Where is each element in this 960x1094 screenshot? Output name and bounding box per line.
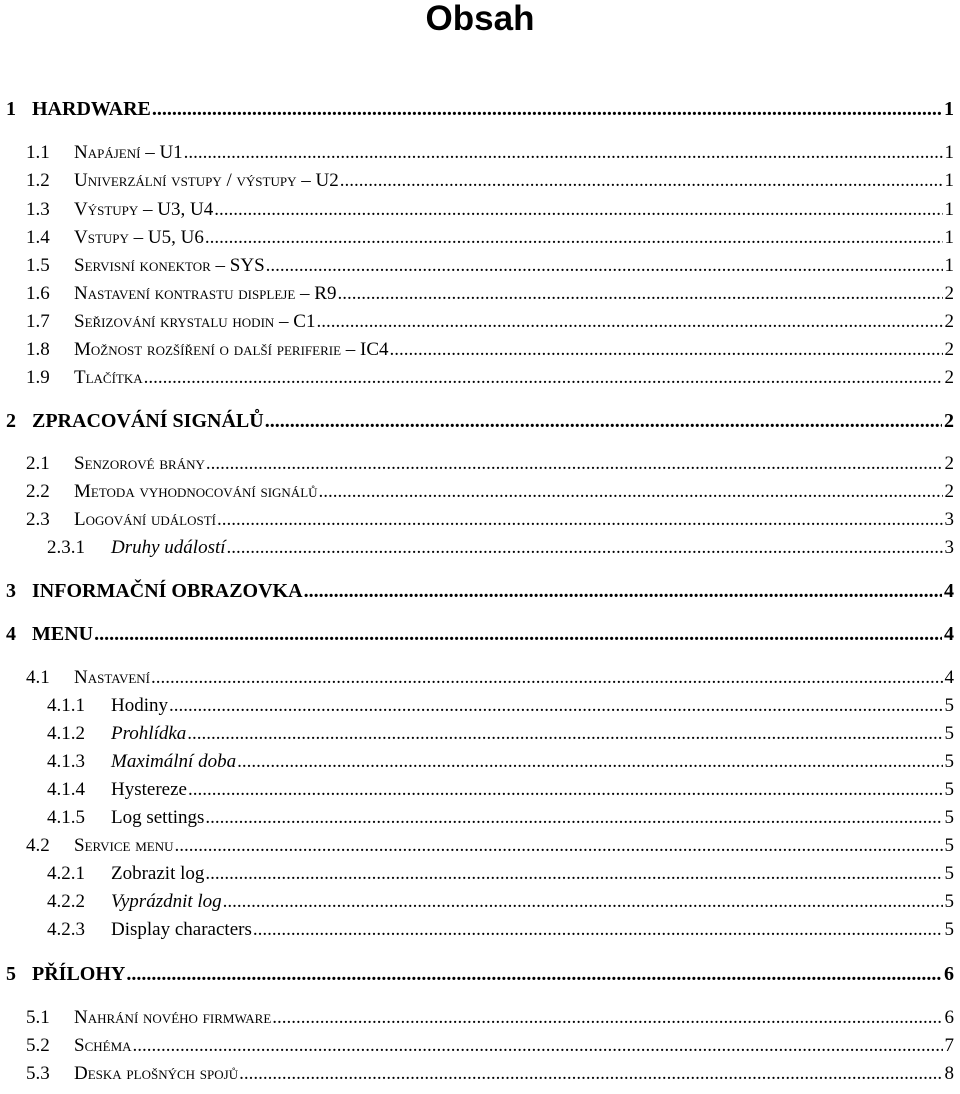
toc-entry-title: HARDWARE <box>32 98 151 120</box>
toc-entry[interactable] <box>26 366 954 390</box>
toc-entry-title: Možnost rozšíření o další periferie – IC4 <box>74 339 389 360</box>
toc-entry-page: 5 <box>944 863 954 884</box>
toc-dot-leader <box>152 97 942 121</box>
toc-entry-title: Log settings <box>111 807 205 828</box>
toc-entry-page: 3 <box>944 509 954 530</box>
toc-dot-leader <box>205 806 942 830</box>
toc-entry-page: 5 <box>944 891 954 912</box>
toc-entry-number: 2.1 <box>26 453 50 474</box>
toc-entry[interactable] <box>6 97 954 121</box>
toc-entry[interactable] <box>26 508 954 532</box>
toc-entry-number: 4.1 <box>26 667 50 688</box>
toc-entry-title: Maximální doba <box>111 751 237 772</box>
toc-entry-page: 4 <box>944 580 954 602</box>
toc-entry-page: 2 <box>944 283 954 304</box>
toc-entry-number: 4.2.3 <box>47 919 85 940</box>
toc-entry-page: 2 <box>944 339 954 360</box>
toc-entry-title: Vyprázdnit log <box>111 891 222 912</box>
toc-entry-page: 5 <box>944 751 954 772</box>
toc-entry-page: 5 <box>944 723 954 744</box>
toc-entry-title: Tlačítka <box>74 367 143 388</box>
toc-entry-title: Hodiny <box>111 695 168 716</box>
toc-entry-number: 4.2.2 <box>47 891 85 912</box>
toc-entry-page: 7 <box>944 1035 954 1056</box>
toc-entry[interactable] <box>26 254 954 278</box>
toc-dot-leader <box>217 508 942 532</box>
toc-entry-title: Prohlídka <box>111 723 187 744</box>
toc-entry[interactable] <box>6 409 954 433</box>
toc-entry-number: 4.2.1 <box>47 863 85 884</box>
toc-dot-leader <box>205 862 942 886</box>
toc-entry[interactable] <box>26 169 954 193</box>
toc-entry[interactable] <box>47 862 954 886</box>
toc-entry-title: Schéma <box>74 1035 132 1056</box>
toc-dot-leader <box>337 282 942 306</box>
toc-entry-page: 2 <box>944 453 954 474</box>
toc-entry[interactable] <box>26 141 954 165</box>
toc-entry-title: Senzorové brány <box>74 453 205 474</box>
toc-entry-number: 5.1 <box>26 1007 50 1028</box>
toc-entry[interactable] <box>47 536 954 560</box>
toc-entry-number: 5.2 <box>26 1035 50 1056</box>
toc-entry-number: 4.1.3 <box>47 751 85 772</box>
toc-dot-leader <box>316 310 942 334</box>
toc-entry[interactable] <box>26 226 954 250</box>
toc-entry-page: 5 <box>944 807 954 828</box>
toc-dot-leader <box>94 622 942 646</box>
toc-entry[interactable] <box>47 918 954 942</box>
toc-entry-page: 1 <box>944 255 954 276</box>
toc-dot-leader <box>227 536 943 560</box>
toc-entry-title: Nahrání nového firmware <box>74 1007 272 1028</box>
toc-entry-page: 1 <box>944 170 954 191</box>
toc-dot-leader <box>151 666 943 690</box>
toc-entry-title: Seřizování krystalu hodin – C1 <box>74 311 316 332</box>
toc-entry-number: 1 <box>6 98 16 120</box>
toc-entry-page: 1 <box>944 98 954 120</box>
toc-entry[interactable] <box>47 778 954 802</box>
toc-dot-leader <box>144 366 943 390</box>
toc-entry-number: 4.2 <box>26 835 50 856</box>
toc-dot-leader <box>319 480 943 504</box>
toc-entry[interactable] <box>26 310 954 334</box>
toc-entry[interactable] <box>6 579 954 603</box>
toc-entry-page: 1 <box>944 227 954 248</box>
toc-entry-number: 2 <box>6 410 16 432</box>
toc-dot-leader <box>126 962 942 986</box>
toc-entry-title: Univerzální vstupy / výstupy – U2 <box>74 170 339 191</box>
toc-entry-number: 4.1.2 <box>47 723 85 744</box>
toc-dot-leader <box>133 1034 943 1058</box>
toc-entry-page: 8 <box>944 1063 954 1084</box>
toc-dot-leader <box>214 198 942 222</box>
toc-entry-title: ZPRACOVÁNÍ SIGNÁLŮ <box>32 410 264 432</box>
toc-entry-title: MENU <box>32 623 94 645</box>
toc-entry-title: Logování událostí <box>74 509 217 530</box>
toc-entry-number: 5.3 <box>26 1063 50 1084</box>
toc-entry[interactable] <box>26 452 954 476</box>
toc-entry-page: 1 <box>944 142 954 163</box>
toc-entry-number: 1.4 <box>26 227 50 248</box>
toc-entry[interactable] <box>6 622 954 646</box>
toc-entry-page: 2 <box>944 311 954 332</box>
toc-entry-page: 4 <box>944 623 954 645</box>
toc-entry-number: 2.3.1 <box>47 537 85 558</box>
toc-entry[interactable] <box>6 962 954 986</box>
toc-dot-leader <box>169 694 943 718</box>
toc-entry-number: 4.1.5 <box>47 807 85 828</box>
toc-entry-number: 1.3 <box>26 199 50 220</box>
toc-dot-leader <box>187 722 942 746</box>
toc-dot-leader <box>390 338 943 362</box>
toc-entry-title: Zobrazit log <box>111 863 205 884</box>
page-title: Obsah <box>425 0 535 38</box>
toc-entry-title: Hystereze <box>111 779 187 800</box>
toc-entry-number: 1.2 <box>26 170 50 191</box>
toc-entry[interactable] <box>26 282 954 306</box>
toc-entry-number: 2.2 <box>26 481 50 502</box>
toc-entry-page: 5 <box>944 919 954 940</box>
toc-entry-number: 3 <box>6 580 16 602</box>
toc-entry[interactable] <box>26 834 954 858</box>
toc-entry-number: 1.6 <box>26 283 50 304</box>
toc-dot-leader <box>237 750 942 774</box>
toc-entry-title: Servisní konektor – SYS <box>74 255 265 276</box>
toc-entry-title: Druhy událostí <box>111 537 226 558</box>
toc-entry-title: Display characters <box>111 919 252 940</box>
toc-entry-number: 1.8 <box>26 339 50 360</box>
toc-entry-number: 1.5 <box>26 255 50 276</box>
toc-entry-page: 2 <box>944 367 954 388</box>
toc-entry-page: 5 <box>944 835 954 856</box>
toc-dot-leader <box>340 169 943 193</box>
toc-entry-number: 5 <box>6 963 16 985</box>
toc-entry-page: 6 <box>944 963 954 985</box>
toc-entry-page: 3 <box>944 537 954 558</box>
toc-dot-leader <box>304 579 942 603</box>
toc-entry-number: 4 <box>6 623 16 645</box>
toc-entry[interactable] <box>47 694 954 718</box>
toc-entry-title: Metoda vyhodnocování signálů <box>74 481 318 502</box>
toc-entry[interactable] <box>26 480 954 504</box>
toc-entry-page: 4 <box>944 667 954 688</box>
toc-entry-title: Vstupy – U5, U6 <box>74 227 204 248</box>
toc-entry-number: 1.9 <box>26 367 50 388</box>
toc-entry-page: 5 <box>944 695 954 716</box>
toc-entry[interactable] <box>26 198 954 222</box>
toc-dot-leader <box>206 452 943 476</box>
toc-dot-leader <box>184 141 943 165</box>
toc-entry-number: 1.7 <box>26 311 50 332</box>
toc-entry-number: 4.1.1 <box>47 695 85 716</box>
toc-dot-leader <box>265 409 942 433</box>
toc-entry-title: Výstupy – U3, U4 <box>74 199 214 220</box>
toc-dot-leader <box>272 1006 942 1030</box>
toc-entry[interactable] <box>26 666 954 690</box>
toc-entry-number: 4.1.4 <box>47 779 85 800</box>
toc-entry[interactable] <box>26 338 954 362</box>
toc-entry-title: Deska plošných spojů <box>74 1063 239 1084</box>
toc-entry-page: 6 <box>944 1007 954 1028</box>
toc-entry[interactable] <box>26 1006 954 1030</box>
toc-dot-leader <box>175 834 943 858</box>
toc-dot-leader <box>223 890 943 914</box>
toc-entry-title: Nastavení kontrastu displeje – R9 <box>74 283 337 304</box>
toc-entry-title: INFORMAČNÍ OBRAZOVKA <box>32 580 303 602</box>
toc-entry[interactable] <box>47 722 954 746</box>
toc-dot-leader <box>239 1062 942 1086</box>
toc-entry[interactable] <box>47 890 954 914</box>
toc-dot-leader <box>266 254 943 278</box>
toc-entry-page: 1 <box>944 199 954 220</box>
toc-entry[interactable] <box>47 806 954 830</box>
toc-entry-title: Napájení – U1 <box>74 142 183 163</box>
toc-entry-title: Service menu <box>74 835 174 856</box>
toc-dot-leader <box>253 918 943 942</box>
toc-entry-page: 2 <box>944 481 954 502</box>
toc-entry-number: 2.3 <box>26 509 50 530</box>
toc-entry-title: Nastavení <box>74 667 150 688</box>
toc-entry-title: PŘÍLOHY <box>32 963 126 985</box>
toc-entry-number: 1.1 <box>26 142 50 163</box>
toc-entry-page: 2 <box>944 410 954 432</box>
toc-entry[interactable] <box>26 1062 954 1086</box>
toc-dot-leader <box>188 778 943 802</box>
toc-dot-leader <box>205 226 943 250</box>
toc-entry[interactable] <box>26 1034 954 1058</box>
toc-entry-page: 5 <box>944 779 954 800</box>
toc-entry[interactable] <box>47 750 954 774</box>
